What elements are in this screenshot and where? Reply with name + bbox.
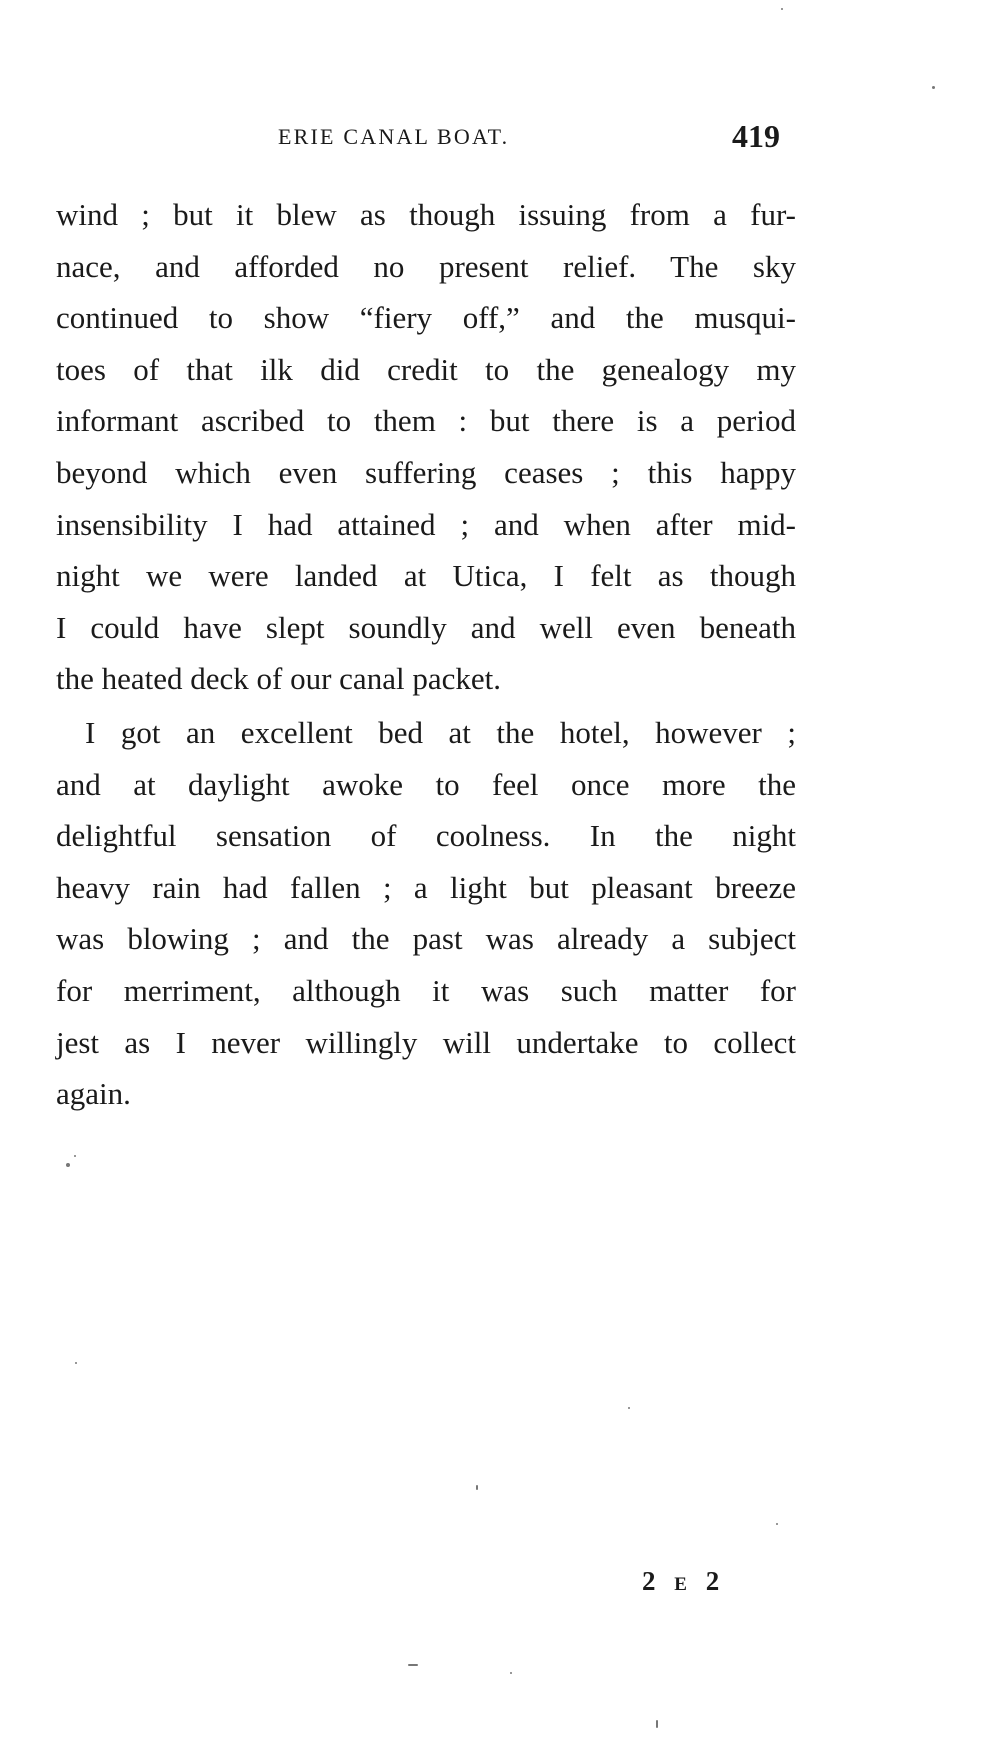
page-number: 419 bbox=[732, 118, 780, 154]
signature-mark-number: 2 bbox=[642, 1566, 662, 1596]
text-line: jest as I never willingly will undertake to collect bbox=[56, 1024, 796, 1060]
scan-speck bbox=[776, 1523, 778, 1525]
text-line: night we were landed at Utica, I felt as though bbox=[56, 558, 796, 594]
scan-speck bbox=[932, 86, 935, 89]
text-line: the heated deck of our canal packet. bbox=[56, 661, 501, 697]
text-line: toes of that ilk did credit to the genealogy my bbox=[56, 351, 796, 387]
scan-speck bbox=[476, 1485, 478, 1490]
paragraph-1 bbox=[56, 189, 796, 705]
text-line: continued to show “fiery off,” and the musqui- bbox=[56, 300, 796, 336]
signature-mark-number: 2 bbox=[705, 1566, 726, 1596]
scan-speck bbox=[66, 1163, 70, 1167]
text-line: I could have slept soundly and well even beneath bbox=[56, 609, 796, 645]
scan-speck bbox=[510, 1672, 512, 1674]
scan-speck bbox=[74, 1155, 76, 1157]
signature-mark-letter: E bbox=[674, 1574, 693, 1595]
text-line: delightful sensation of coolness. In the night bbox=[56, 818, 796, 854]
running-head: ERIE CANAL BOAT. bbox=[278, 124, 510, 149]
text-line: and at daylight awoke to feel once more the bbox=[56, 766, 796, 802]
body-text bbox=[56, 189, 796, 1120]
text-line: again. bbox=[56, 1076, 131, 1112]
signature-mark bbox=[642, 1566, 725, 1597]
text-line: insensibility I had attained ; and when after mid- bbox=[56, 506, 796, 542]
scan-speck bbox=[656, 1720, 658, 1728]
scan-speck bbox=[408, 1664, 418, 1666]
text-line: nace, and afforded no present relief. The sky bbox=[56, 248, 796, 284]
text-line: wind ; but it blew as though issuing from a fur- bbox=[56, 197, 796, 232]
text-line: was blowing ; and the past was already a subject bbox=[56, 921, 796, 957]
paragraph-2 bbox=[56, 707, 796, 1120]
scan-speck bbox=[628, 1407, 630, 1409]
text-line: beyond which even suffering ceases ; this happy bbox=[56, 454, 796, 490]
scan-speck bbox=[781, 8, 783, 10]
text-line: informant ascribed to them : but there is a period bbox=[56, 403, 796, 439]
scan-speck bbox=[75, 1362, 77, 1364]
text-line: I got an excellent bed at the hotel, however ; bbox=[85, 714, 796, 750]
text-line: heavy rain had fallen ; a light but pleasant breeze bbox=[56, 869, 796, 905]
text-line: for merriment, although it was such matter for bbox=[56, 972, 796, 1008]
